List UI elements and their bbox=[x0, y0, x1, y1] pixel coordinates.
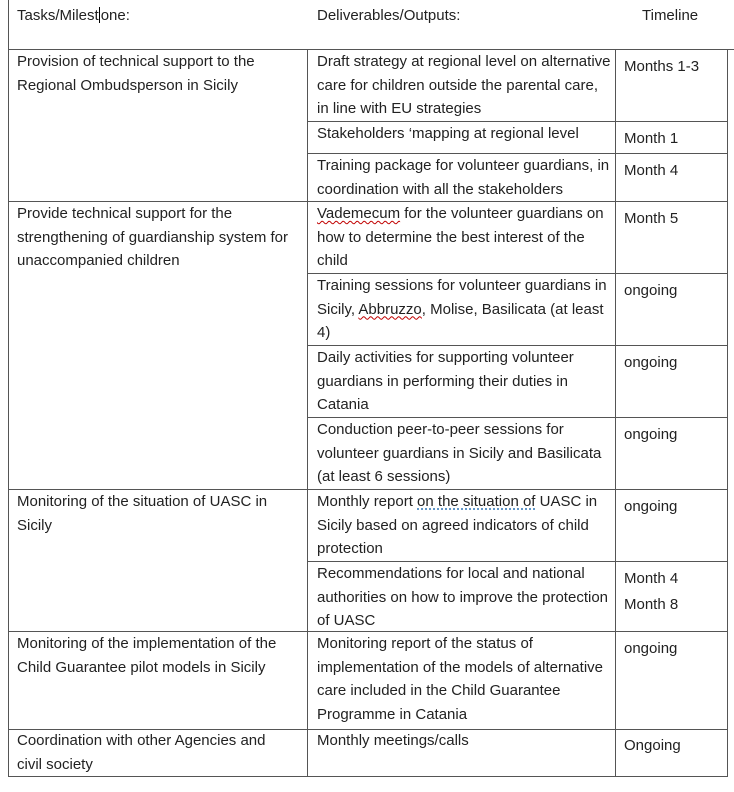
task-cell: Provision of technical support to the Regional Ombudsperson in Sicily bbox=[17, 53, 255, 94]
grammar-flag: on the situation of bbox=[417, 493, 536, 510]
timeline-cell: ongoing bbox=[624, 426, 678, 443]
deliverable-cell: Draft strategy at regional level on alternative care for children outside the parental care, in line with EU strategies bbox=[317, 53, 611, 117]
timeline-cell: ongoing bbox=[624, 282, 678, 299]
deliverable-cell: Conduction peer-to-peer sessions for volunteer guardians in Sicily and Basilicata (at least 6 sessions) bbox=[317, 421, 602, 485]
timeline-cell: Months 1-3 bbox=[624, 58, 700, 75]
timeline-cell: Month 4 bbox=[624, 162, 679, 179]
timeline-cell: ongoing bbox=[624, 498, 678, 515]
deliverable-cell: Monthly meetings/calls bbox=[317, 732, 469, 749]
table-left-border bbox=[8, 49, 9, 777]
deliverable-cell: Monthly report on the situation of UASC in Sicily based on agreed indicators of child protection bbox=[317, 493, 598, 557]
table-right-border bbox=[727, 49, 728, 777]
task-cell: Provide technical support for the strengthening of guardianship system for unaccompanied children bbox=[17, 205, 288, 269]
deliverable-cell: Daily activities for supporting volunteer guardians in performing their duties in Catania bbox=[317, 349, 574, 413]
task-cell: Coordination with other Agencies and civil society bbox=[17, 732, 266, 773]
deliverable-cell: Monitoring report of the status of implementation of the models of alternative care included in the Child Guarantee Programme in Catania bbox=[317, 635, 603, 723]
row-border bbox=[8, 776, 728, 777]
deliverable-cell: Stakeholders ‘mapping at regional level bbox=[317, 125, 579, 142]
deliverable-cell: Recommendations for local and national authorities on how to improve the protection of UASC bbox=[317, 565, 608, 629]
timeline-cell: Month 4 Month 8 bbox=[624, 570, 679, 613]
column-border bbox=[615, 49, 616, 777]
timeline-cell: ongoing bbox=[624, 640, 678, 657]
deliverable-cell: Training sessions for volunteer guardians in Sicily, Abbruzzo, Molise, Basilicata (at least 4) bbox=[317, 277, 607, 341]
header-tasks: Tasks/Milest one: bbox=[17, 7, 130, 24]
timeline-cell: Ongoing bbox=[624, 737, 681, 754]
column-border bbox=[307, 49, 308, 777]
timeline-cell: ongoing bbox=[624, 354, 678, 371]
spelling-flag: Vademecum bbox=[317, 205, 401, 222]
header-timeline: Timeline bbox=[642, 7, 699, 24]
task-cell: Monitoring of the situation of UASC in Sicily bbox=[17, 493, 268, 534]
deliverable-cell: Training package for volunteer guardians, in coordination with all the stakeholders bbox=[317, 157, 610, 198]
spelling-flag: Abbruzzo bbox=[358, 300, 422, 318]
task-cell: Monitoring of the implementation of the Child Guarantee pilot models in Sicily bbox=[17, 635, 277, 676]
header-left-border bbox=[8, 0, 9, 50]
timeline-cell: Month 1 bbox=[624, 130, 679, 147]
deliverable-cell: Vademecum for the volunteer guardians on how to determine the best interest of the child bbox=[317, 205, 604, 269]
header-deliverables: Deliverables/Outputs: bbox=[317, 7, 461, 24]
timeline-cell: Month 5 bbox=[624, 210, 679, 227]
